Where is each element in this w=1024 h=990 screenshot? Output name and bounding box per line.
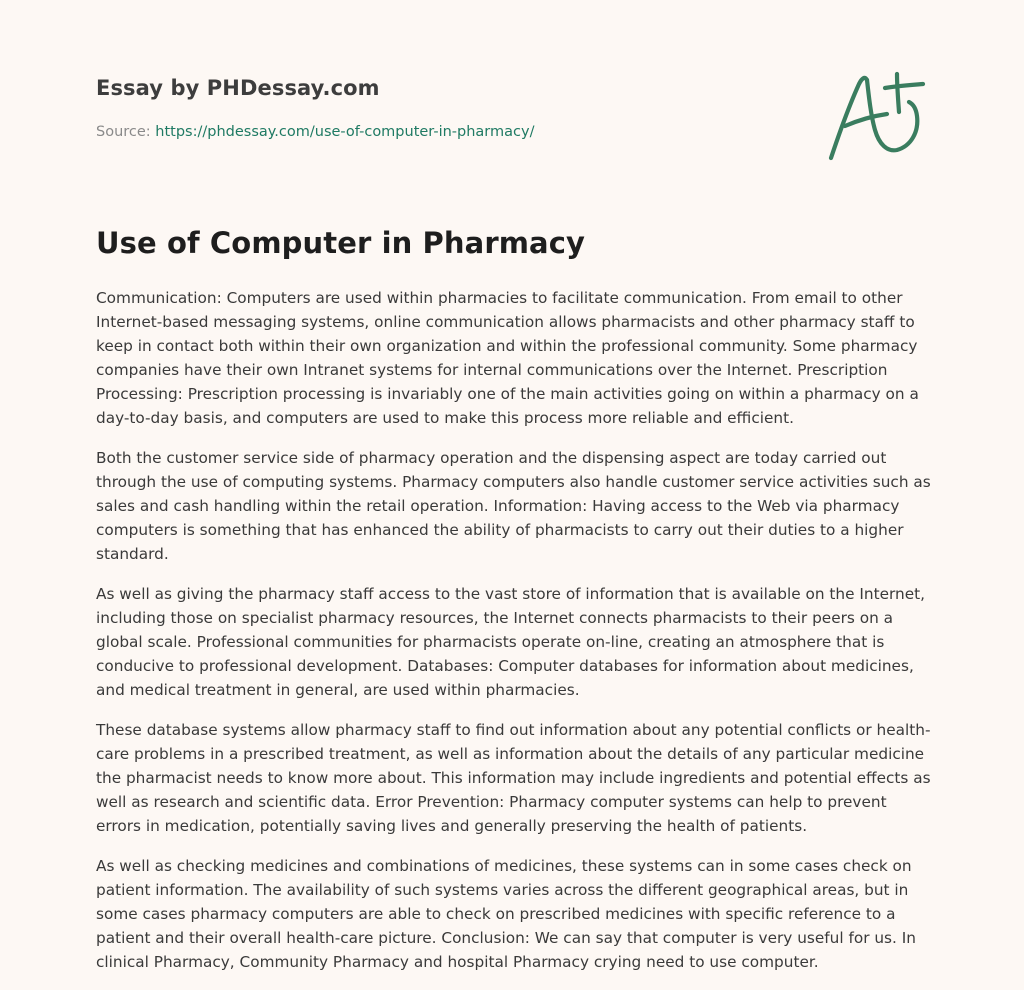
essay-paragraph: As well as checking medicines and combinations of medicines, these systems can in some cases check on patient information. The availability of such systems varies across the different geographical areas, but in some cases pharmacy computers are able to check on prescribed medicines with specific reference to a patient and their overall health-care picture. Conclusion: We can say that computer is very useful for us. In clinical Pharmacy, Community Pharmacy and hospital Pharmacy crying need to use computer. xyxy=(96,857,916,971)
essay-paragraph: As well as giving the pharmacy staff access to the vast store of information that is available on the Internet, including those on specialist pharmacy resources, the Internet connects pharmacists to their peers on a global scale. Professional communities for pharmacists operate on-line, creating an atmosphere that is conducive to professional development. Databases: Computer databases for information about medicines, and medical treatment in general, are used within pharmacies. xyxy=(96,585,925,699)
essay-body xyxy=(96,286,932,990)
site-brand: Essay by PHDessay.com xyxy=(96,76,380,100)
source-label: Source: xyxy=(96,124,151,140)
source-line xyxy=(96,124,534,140)
source-link[interactable]: https://phdessay.com/use-of-computer-in-pharmacy/ xyxy=(155,124,535,140)
essay-paragraph: Communication: Computers are used within pharmacies to facilitate communication. From email to other Internet-based messaging systems, online communication allows pharmacists and other pharmacy staff to keep in contact both within their own organization and within the professional community. Some pharmacy companies have their own Intranet systems for internal communications over the Internet. Prescription Processing: Prescription processing is invariably one of the main activities going on within a pharmacy on a day-to-day basis, and computers are used to make this process more reliable and efficient. xyxy=(96,289,919,427)
essay-paragraph: These database systems allow pharmacy staff to find out information about any potential conflicts or health-care problems in a prescribed treatment, as well as information about the details of any particular medicine the pharmacist needs to know more about. This information may include ingredients and potential effects as well as research and scientific data. Error Prevention: Pharmacy computer systems can help to prevent errors in medication, potentially saving lives and generally preserving the health of patients. xyxy=(96,721,931,835)
essay-paragraph: Both the customer service side of pharmacy operation and the dispensing aspect are today carried out through the use of computing systems. Pharmacy computers also handle customer service activities such as sales and cash handling within the retail operation. Information: Having access to the Web via pharmacy computers is something that has enhanced the ability of pharmacists to carry out their duties to a higher standard. xyxy=(96,449,931,563)
a-plus-logo-icon xyxy=(825,68,927,164)
essay-title: Use of Computer in Pharmacy xyxy=(96,226,586,260)
